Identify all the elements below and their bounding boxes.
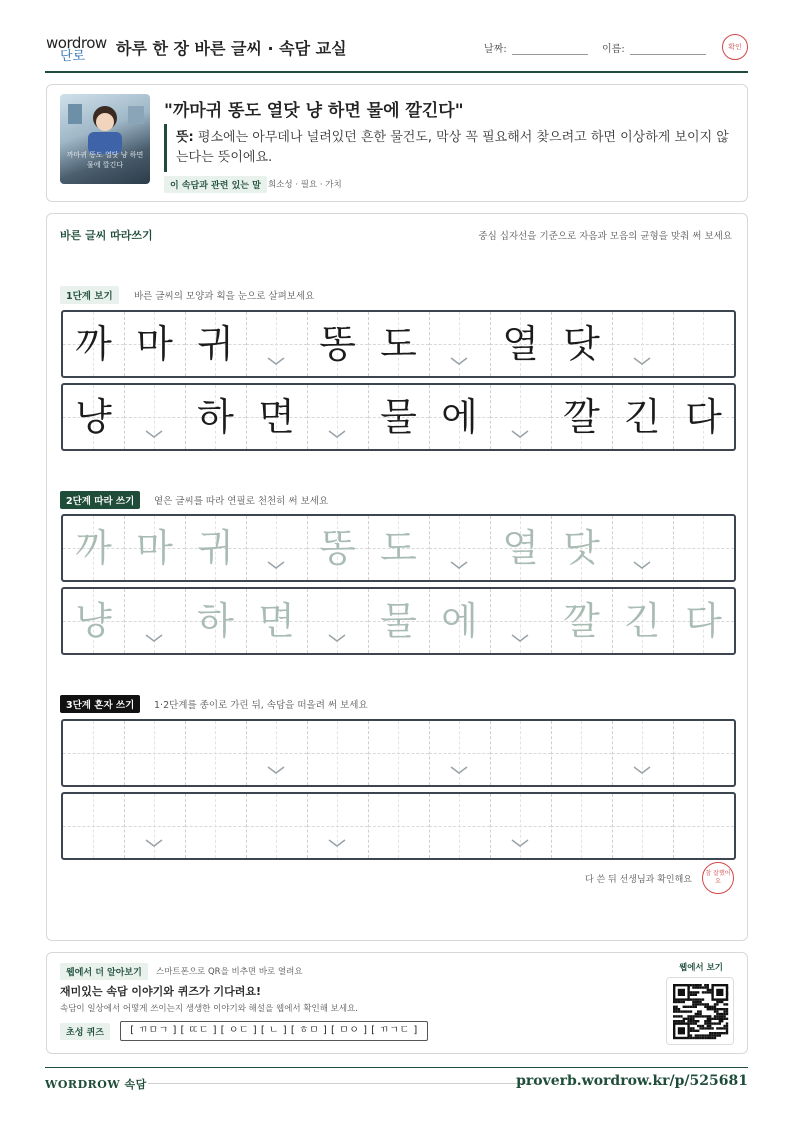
center-guide-v [337, 385, 338, 449]
step3-desc: 1·2단계를 종이로 가린 뒤, 속담을 떠올려 써 보세요 [154, 700, 368, 711]
space-marker-icon [449, 560, 469, 570]
grid-cell[interactable] [246, 794, 308, 858]
grid-cell [612, 312, 674, 376]
center-guide-v [459, 516, 460, 580]
wordrow-logo: wordrow 단로 [46, 34, 107, 64]
center-guide-v [154, 794, 155, 858]
practice-char: 까 [75, 526, 112, 570]
grid-cell [63, 312, 125, 376]
center-guide-v [520, 721, 521, 785]
center-guide-v [642, 794, 643, 858]
space-marker-icon [327, 838, 347, 848]
grid-cell[interactable] [185, 721, 247, 785]
space-marker-icon [144, 429, 164, 439]
grid-cell[interactable] [612, 516, 674, 580]
grid-cell [246, 385, 308, 449]
center-guide-v [276, 312, 277, 376]
space-marker-icon [510, 838, 530, 848]
space-marker-icon [632, 356, 652, 366]
grid-cell[interactable] [63, 516, 125, 580]
center-guide-v [581, 721, 582, 785]
center-guide-v [337, 794, 338, 858]
space-marker-icon [449, 356, 469, 366]
practice-char: 귀 [197, 526, 234, 570]
grid-cell [124, 385, 186, 449]
grid-cell[interactable] [124, 794, 186, 858]
grid-cell[interactable] [368, 516, 430, 580]
grid-cell [673, 312, 734, 376]
grid-cell[interactable] [673, 589, 734, 653]
practice-char: 깔 [563, 395, 600, 439]
grid-row-step2-line2[interactable] [61, 587, 736, 655]
practice-char: 닷 [563, 322, 600, 366]
grid-cell[interactable] [551, 794, 613, 858]
grid-cell[interactable] [185, 516, 247, 580]
space-marker-icon [632, 560, 652, 570]
center-guide-v [276, 794, 277, 858]
center-guide-v [93, 721, 94, 785]
name-label: 이름: [602, 44, 625, 55]
practice-char: 물 [380, 395, 417, 439]
grid-cell[interactable] [124, 516, 186, 580]
grid-cell [429, 312, 491, 376]
grid-cell [551, 385, 613, 449]
center-guide-v [459, 794, 460, 858]
practice-heading: 바른 글씨 따라쓰기 [60, 229, 153, 242]
practice-char: 마 [136, 322, 173, 366]
grid-row-step3-line2[interactable] [61, 792, 736, 860]
grid-cell[interactable] [429, 516, 491, 580]
center-guide-v [276, 721, 277, 785]
space-marker-icon [266, 765, 286, 775]
grid-cell [185, 385, 247, 449]
illustration-figure-icon [60, 94, 150, 184]
grid-cell[interactable] [612, 721, 674, 785]
grid-cell [490, 312, 552, 376]
grid-cell [368, 385, 430, 449]
center-guide-v [215, 721, 216, 785]
grid-row-step2-line1[interactable] [61, 514, 736, 582]
practice-char: 에 [441, 395, 478, 439]
grid-cell [185, 312, 247, 376]
grid-cell [368, 312, 430, 376]
grid-cell[interactable] [429, 721, 491, 785]
center-guide-v [459, 312, 460, 376]
footer-url[interactable]: proverb.wordrow.kr/p/525681 [516, 1073, 748, 1089]
grid-cell [673, 385, 734, 449]
center-guide-v [703, 721, 704, 785]
practice-char: 다 [685, 395, 722, 439]
center-guide-v [520, 794, 521, 858]
grid-cell [63, 385, 125, 449]
grid-row-step3-line1[interactable] [61, 719, 736, 787]
grid-cell[interactable] [63, 721, 125, 785]
center-guide-v [459, 721, 460, 785]
space-marker-icon [449, 765, 469, 775]
grid-cell[interactable] [124, 721, 186, 785]
grid-cell[interactable] [490, 721, 552, 785]
web-more-tag-desc: 스마트폰으로 QR을 비추면 바로 열려요 [156, 967, 303, 977]
grid-cell[interactable] [307, 516, 369, 580]
space-marker-icon [510, 429, 530, 439]
practice-char: 면 [258, 395, 295, 439]
space-marker-icon [327, 429, 347, 439]
grid-cell[interactable] [368, 794, 430, 858]
practice-char: 하 [197, 395, 234, 439]
grid-cell[interactable] [368, 589, 430, 653]
space-marker-icon [510, 633, 530, 643]
grid-cell[interactable] [368, 721, 430, 785]
grid-cell[interactable] [185, 589, 247, 653]
practice-char: 마 [136, 526, 173, 570]
illustration-caption: 까마귀 똥도 열닷 냥 하면 물에 깔긴다 [66, 151, 144, 169]
step1-desc: 바른 글씨의 모양과 획을 눈으로 살펴보세요 [134, 291, 315, 302]
grid-cell[interactable] [185, 794, 247, 858]
date-field[interactable] [512, 53, 588, 55]
qr-code[interactable] [666, 977, 734, 1045]
space-marker-icon [327, 633, 347, 643]
center-guide-v [642, 312, 643, 376]
practice-char: 열 [502, 526, 539, 570]
practice-char: 도 [380, 322, 417, 366]
grid-cell[interactable] [246, 516, 308, 580]
practice-hint: 중심 십자선을 기준으로 자음과 모음의 균형을 맞춰 써 보세요 [478, 231, 732, 242]
center-guide-v [703, 794, 704, 858]
name-field[interactable] [630, 53, 706, 55]
center-guide-v [154, 721, 155, 785]
footer-divider [148, 1083, 540, 1084]
meaning: 뜻: 평소에는 아무데나 널려있던 흔한 물건도, 막상 꼭 필요해서 찾으려고 하면 이상하게 보이지 않는다는 뜻이에요. [176, 130, 729, 165]
grid-cell[interactable] [490, 589, 552, 653]
grid-cell [612, 385, 674, 449]
check-note: 다 쓴 뒤 선생님과 확인해요 [584, 875, 692, 885]
center-guide-v [703, 312, 704, 376]
space-marker-icon [266, 356, 286, 366]
quiz-label: 초성 퀴즈 [60, 1023, 110, 1040]
center-guide-v [337, 589, 338, 653]
center-guide-v [93, 794, 94, 858]
practice-char: 도 [380, 526, 417, 570]
center-guide-v [154, 589, 155, 653]
qr-code-icon [667, 978, 733, 1044]
web-more-desc: 속담이 일상에서 어떻게 쓰이는지 생생한 이야기와 해설을 웹에서 확인해 보세요. [60, 1004, 358, 1014]
page-title: 하루 한 장 바른 글씨 · 속담 교실 [116, 39, 347, 58]
space-marker-icon [144, 633, 164, 643]
grid-cell[interactable] [673, 516, 734, 580]
grid-cell[interactable] [124, 589, 186, 653]
web-more-title: 재미있는 속담 이야기와 퀴즈가 기다려요! [60, 985, 261, 998]
footer-rule [45, 1067, 748, 1068]
center-guide-v [520, 385, 521, 449]
space-marker-icon [144, 838, 164, 848]
grid-cell [246, 312, 308, 376]
meaning-bar [164, 124, 167, 172]
good-job-seal: 참 잘했어요 [702, 862, 734, 894]
grid-row-step1-line2 [61, 383, 736, 451]
grid-cell [490, 385, 552, 449]
grid-cell[interactable] [307, 589, 369, 653]
grid-cell[interactable] [246, 721, 308, 785]
step2-tag: 2단계 따라 쓰기 [60, 491, 140, 509]
grid-cell[interactable] [490, 516, 552, 580]
practice-char: 냥 [75, 599, 112, 643]
grid-cell[interactable] [612, 794, 674, 858]
center-guide-v [215, 794, 216, 858]
grid-cell [429, 385, 491, 449]
grid-cell[interactable] [307, 794, 369, 858]
practice-char: 긴 [624, 395, 661, 439]
web-more-tag: 웹에서 더 알아보기 [60, 963, 148, 980]
grid-cell[interactable] [63, 589, 125, 653]
center-guide-v [581, 794, 582, 858]
practice-char: 물 [380, 599, 417, 643]
grid-cell [124, 312, 186, 376]
center-guide-v [337, 721, 338, 785]
date-label: 날짜: [484, 44, 507, 55]
practice-char: 똥 [319, 526, 356, 570]
center-guide-v [276, 516, 277, 580]
practice-char: 냥 [75, 395, 112, 439]
grid-cell[interactable] [490, 794, 552, 858]
proverb-illustration [60, 94, 150, 184]
grid-cell[interactable] [429, 794, 491, 858]
header-rule [45, 71, 748, 73]
practice-char: 긴 [624, 599, 661, 643]
grid-cell[interactable] [429, 589, 491, 653]
grid-cell[interactable] [307, 721, 369, 785]
grid-cell[interactable] [551, 589, 613, 653]
practice-char: 열 [502, 322, 539, 366]
center-guide-v [520, 589, 521, 653]
grid-cell[interactable] [551, 516, 613, 580]
space-marker-icon [632, 765, 652, 775]
grid-cell[interactable] [612, 589, 674, 653]
grid-cell[interactable] [673, 794, 734, 858]
practice-char: 닷 [563, 526, 600, 570]
qr-label: 웹에서 보기 [679, 963, 724, 973]
grid-cell [551, 312, 613, 376]
center-guide-v [154, 385, 155, 449]
center-guide-v [398, 794, 399, 858]
grid-cell[interactable] [673, 721, 734, 785]
step1-tag: 1단계 보기 [60, 286, 119, 304]
check-seal: 확인 [722, 34, 748, 60]
center-guide-v [398, 721, 399, 785]
center-guide-v [642, 516, 643, 580]
practice-char: 다 [685, 599, 722, 643]
proverb-text: "까마귀 똥도 열닷 냥 하면 물에 깔긴다" [164, 101, 464, 121]
practice-char: 에 [441, 599, 478, 643]
space-marker-icon [266, 560, 286, 570]
practice-char: 귀 [197, 322, 234, 366]
related-tag: 이 속담과 관련 있는 말 [164, 176, 267, 193]
grid-row-step1-line1 [61, 310, 736, 378]
related-words: 희소성 · 필요 · 가치 [268, 180, 342, 190]
center-guide-v [703, 516, 704, 580]
grid-cell[interactable] [246, 589, 308, 653]
chosung-quiz: [ ㄲㅁㄱ ] [ ㄸㄷ ] [ ㅇㄷ ] [ ㄴ ] [ ㅎㅁ ] [ ㅁㅇ ] [ ㄲㄱㄷ ] [120, 1021, 428, 1041]
practice-char: 깔 [563, 599, 600, 643]
grid-cell[interactable] [63, 794, 125, 858]
center-guide-v [642, 721, 643, 785]
practice-char: 면 [258, 599, 295, 643]
footer-brand: WORDROW 속담 [45, 1078, 147, 1091]
practice-char: 하 [197, 599, 234, 643]
practice-char: 똥 [319, 322, 356, 366]
grid-cell [307, 385, 369, 449]
practice-char: 까 [75, 322, 112, 366]
grid-cell[interactable] [551, 721, 613, 785]
step3-tag: 3단계 혼자 쓰기 [60, 695, 140, 713]
grid-cell [307, 312, 369, 376]
step2-desc: 옅은 글씨를 따라 연필로 천천히 써 보세요 [154, 496, 329, 507]
